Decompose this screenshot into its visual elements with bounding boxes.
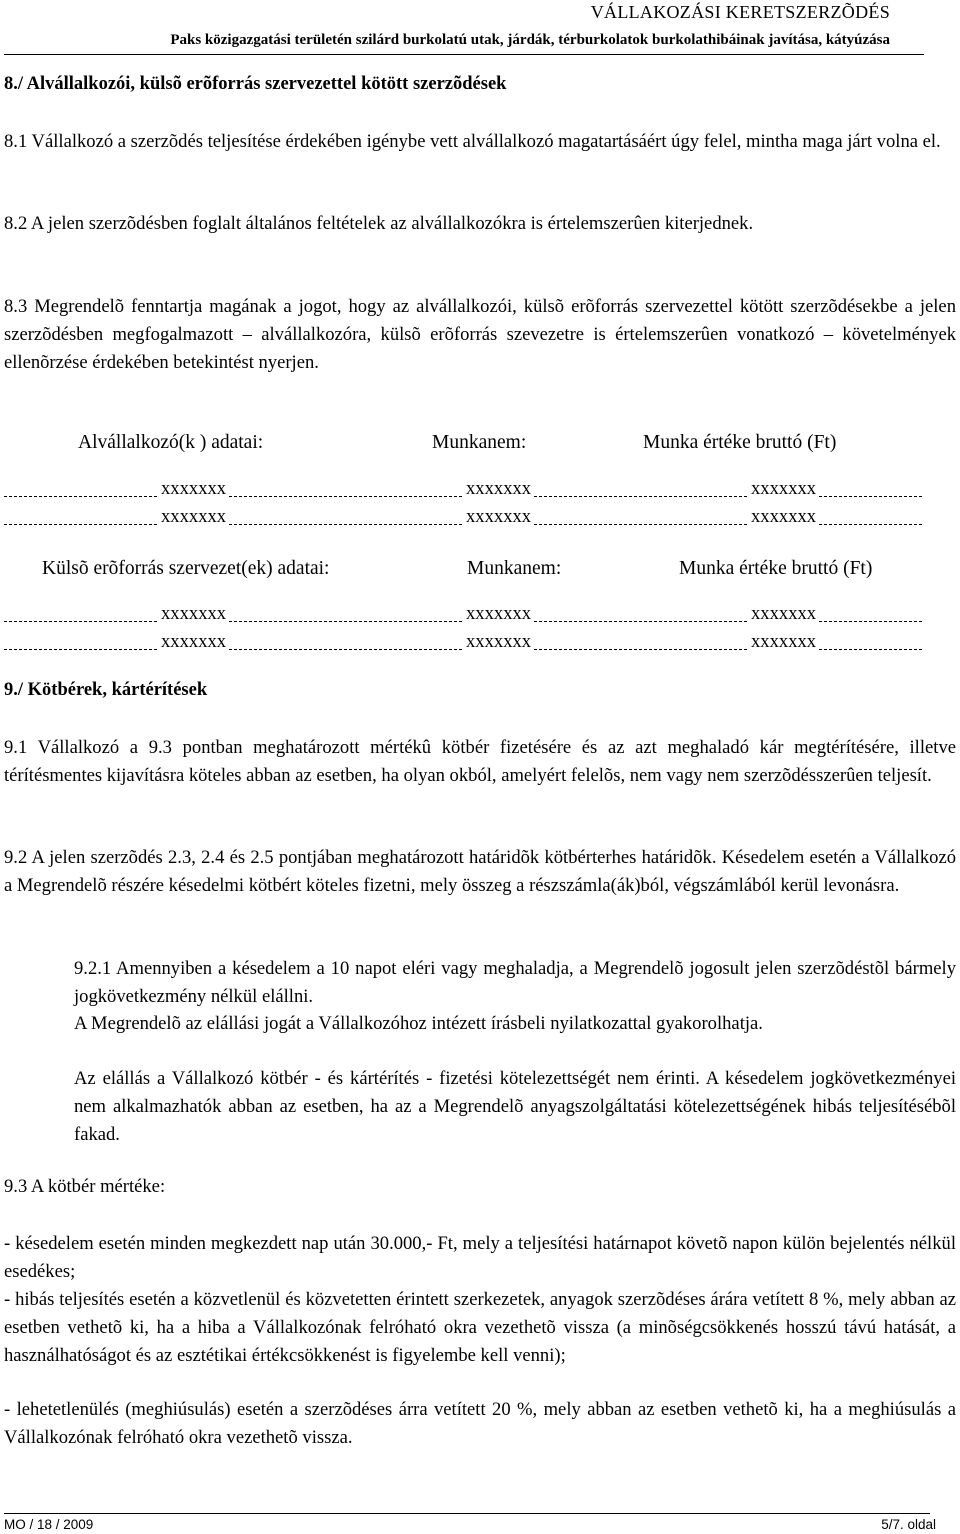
table1-cell: xxxxxxx [748,478,819,500]
paragraph-9-3-title: 9.3 A kötbér mértéke: [4,1176,166,1197]
header-subtitle: Paks közigazgatási területén szilárd burkolatú utak, járdák, térburkolatok burkolathibáinak javítása, kátyúzása [170,32,890,48]
penalty-item-impossibility: - lehetetlenülés (meghiúsulás) esetén a szerzõdéses árra vetített 20 %, mely abban az esetben vethetõ ki, ha a meghiúsulás a Vállalkozónak felróható okra vezethetõ vissza. [4,1399,956,1448]
table1-header-work-value: Munka értéke bruttó (Ft) [643,432,837,453]
header-divider [4,54,924,55]
paragraph-8-3: 8.3 Megrendelõ fenntartja magának a jogot, hogy az alvállalkozói, külsõ erõforrás szervezettel kötött szerzõdésekbe a jelen szerzõdésben megfogalmazott – alvállalkozóra, külsõ erõforrás szevezetre is értelemszerûen vonatkozó – követelmények ellenõrzése érdekében betekintést nyerjen. [4,296,956,373]
paragraph-9-1: 9.1 Vállalkozó a 9.3 pontban meghatározott mértékû kötbér fizetésére és az azt meghaladó kár megtérítésére, illetve térítésmentes kijavításra köteles abban az esetben, ha olyan okból, amelyért felelõs, nem vagy nem szerzõdésszerûen teljesít. [4,737,956,786]
table2-header-work-value: Munka értéke bruttó (Ft) [679,558,873,579]
footer-divider [4,1513,930,1514]
paragraph-9-2: 9.2 A jelen szerzõdés 2.3, 2.4 és 2.5 pontjában meghatározott határidõk kötbérterhes határidõk. Késedelem esetén a Vállalkozó a Megrendelõ részére késedelmi kötbért köteles fizetni, mely összeg a részszámla(ák)ból, végszámlából kerül levonásra. [4,847,956,896]
paragraph-9-2-1: 9.2.1 Amennyiben a késedelem a 10 napot eléri vagy meghaladja, a Megrendelõ jogosult jelen szerzõdéstõl bármely jogkövetkezmény nélkül elállni. [74,958,956,1007]
penalty-item-delay: - késedelem esetén minden megkezdett nap után 30.000,- Ft, mely a teljesítési határnapot követõ napon külön bejelentés nélkül esedékes; [4,1233,956,1282]
footer-page-number: 5/7. oldal [881,1517,936,1532]
table2-cell: xxxxxxx [463,631,534,653]
table1-cell: xxxxxxx [748,506,819,528]
table1-cell: xxxxxxx [158,506,229,528]
table1-header-work-type: Munkanem: [432,432,527,453]
paragraph-9-2-1-penalty: Az elállás a Vállalkozó kötbér - és kártérítés - fizetési kötelezettségét nem érinti. A késedelem jogkövetkezményei nem alkalmazhatók abban az esetben, ha az a Megrendelõ anyagszolgáltatási kötelezettségének hibás teljesítésébõl fakad. [74,1068,956,1145]
header-title: VÁLLAKOZÁSI KERETSZERZÕDÉS [590,2,890,22]
paragraph-8-1: 8.1 Vállalkozó a szerzõdés teljesítése érdekében igénybe vett alvállalkozó magatartásáért úgy felel, mintha maga járt volna el. [4,131,941,152]
table1-header-subcontractor: Alvállalkozó(k ) adatai: [78,432,264,453]
paragraph-8-2: 8.2 A jelen szerzõdésben foglalt általános feltételek az alvállalkozókra is értelemszerûen kiterjednek. [4,213,754,234]
section-8-heading: 8./ Alvállalkozói, külsõ erõforrás szervezettel kötött szerzõdések [4,74,507,94]
table2-cell: xxxxxxx [748,631,819,653]
section-9-heading: 9./ Kötbérek, kártérítések [4,680,208,700]
table2-cell: xxxxxxx [748,603,819,625]
penalty-item-defect: - hibás teljesítés esetén a közvetlenül és közvetetten érintett szerkezetek, anyagok szerzõdéses árára vetített 8 %, mely abban az esetben vethetõ ki, ha a hiba a Vállalkozónak felróható okra vezethetõ vissza (a minõségcsökkenés hosszú távú hatását, a használhatóságot és az esztétikai értékcsökkenést is figyelembe kell venni); [4,1289,956,1366]
paragraph-9-2-1-withdrawal: A Megrendelõ az elállási jogát a Vállalkozóhoz intézett írásbeli nyilatkozattal gyakorolhatja. [74,1013,763,1034]
table1-cell: xxxxxxx [463,478,534,500]
table2-cell: xxxxxxx [463,603,534,625]
table2-header-external-org: Külsõ erõforrás szervezet(ek) adatai: [42,558,330,579]
table2-cell: xxxxxxx [158,631,229,653]
footer-document-id: MO / 18 / 2009 [4,1517,94,1532]
table2-cell: xxxxxxx [158,603,229,625]
table2-header-work-type: Munkanem: [467,558,562,579]
table1-cell: xxxxxxx [463,506,534,528]
table1-cell: xxxxxxx [158,478,229,500]
